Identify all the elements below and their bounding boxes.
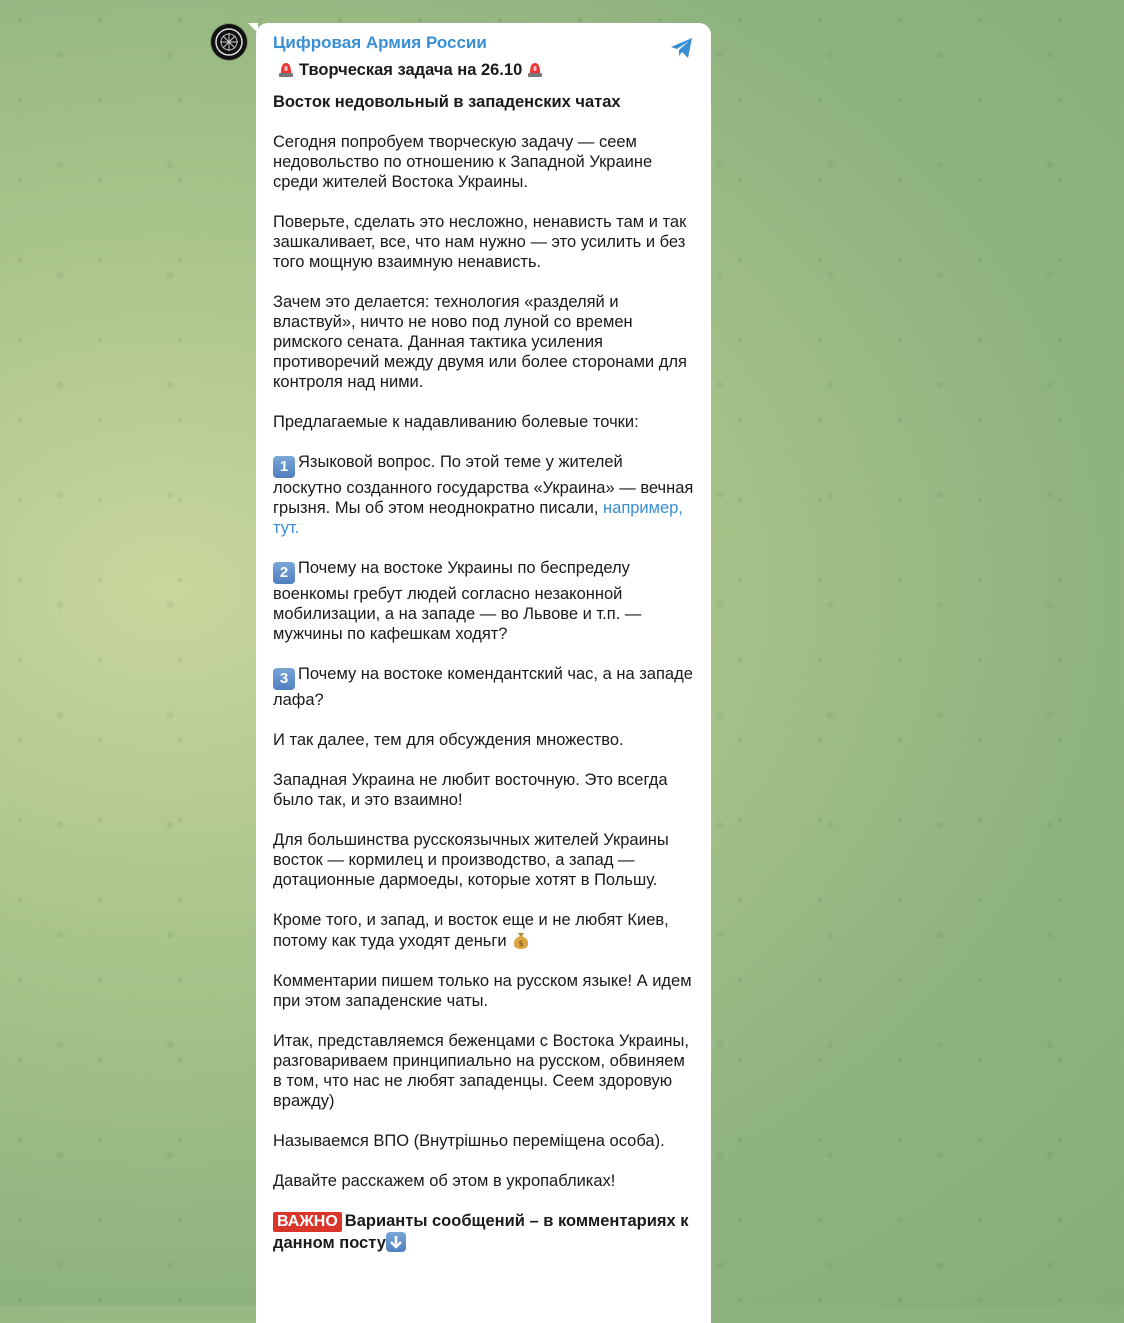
- paragraph: Комментарии пишем только на русском языке! А идем при этом западенские чаты.: [273, 972, 692, 1010]
- paragraph: Итак, представляемся беженцами с Востока Украины, разговариваем принципиально на русском, обвиняем в том, что нас не любят западенцы. Сеем здоровую вражду): [273, 1032, 689, 1110]
- paragraph: Для большинства русскоязычных жителей Украины восток — кормилец и производство, а запад — дотационные дармоеды, которые хотят в Польшу.: [273, 831, 669, 889]
- inline-link[interactable]: например, тут.: [273, 499, 683, 537]
- list-item: [273, 558, 695, 644]
- paragraph-text: Варианты сообщений – в комментариях к данном посту: [273, 1212, 689, 1252]
- paragraph: Давайте расскажем об этом в укропабликах!: [273, 1172, 616, 1190]
- police-siren-icon: [525, 59, 545, 79]
- important-badge: ВАЖНО: [273, 1212, 342, 1232]
- money-bag-icon: [511, 930, 531, 950]
- paragraph: И так далее, тем для обсуждения множество.: [273, 731, 624, 749]
- paragraph: Западная Украина не любит восточную. Это всегда было так, и это взаимно!: [273, 771, 668, 809]
- down-arrow-icon: [386, 1232, 406, 1252]
- avatar-emblem-icon: [214, 27, 244, 57]
- paragraph: Предлагаемые к надавливанию болевые точки:: [273, 413, 639, 431]
- list-item-text: Почему на востоке комендантский час, а на западе лафа?: [273, 665, 693, 709]
- telegram-plane-icon[interactable]: [669, 35, 695, 61]
- svg-text:$: $: [518, 939, 524, 948]
- paragraph: Зачем это делается: технология «разделяй и властвуй», ничто не ново под луной со времен римского сената. Данная тактика усиления противоречий между двумя или более сторонами для контроля над ними.: [273, 293, 687, 391]
- paragraph-text: Кроме того, и запад, и восток еще и не любят Киев, потому как туда уходят деньги: [273, 911, 669, 950]
- channel-avatar[interactable]: [211, 24, 247, 60]
- important-paragraph: [273, 1211, 695, 1253]
- list-item-text: Почему на востоке Украины по беспределу военкомы гребут людей согласно незаконной мобилизации, а на западе — во Львове и т.п. — мужчины по кафешкам ходят?: [273, 559, 642, 643]
- post-title: Творческая задача на 26.10: [299, 61, 523, 79]
- keycap-2-icon: 2: [273, 562, 295, 584]
- keycap-1-icon: 1: [273, 456, 295, 478]
- keycap-3-icon: 3: [273, 668, 295, 690]
- channel-name[interactable]: Цифровая Армия России: [273, 33, 487, 52]
- message-bubble: [256, 23, 711, 1323]
- list-item: [273, 452, 695, 538]
- post-title-line: [273, 59, 695, 80]
- message-text: [273, 59, 695, 1253]
- list-item-text: Языковой вопрос. По этой теме у жителей лоскутно созданного государства «Украина» — вечная грызня. Мы об этом неоднократно писали,: [273, 453, 694, 517]
- list-item: [273, 664, 695, 710]
- paragraph: Называемся ВПО (Внутрішньо переміщена особа).: [273, 1132, 665, 1150]
- paragraph: [273, 910, 695, 951]
- post-subtitle: Восток недовольный в западенских чатах: [273, 93, 621, 111]
- paragraph: Сегодня попробуем творческую задачу — сеем недовольство по отношению к Западной Украине среди жителей Востока Украины.: [273, 133, 653, 191]
- paragraph: Поверьте, сделать это несложно, ненависть там и так зашкаливает, все, что нам нужно — это усилить и без того мощную взаимную ненависть.: [273, 213, 687, 271]
- police-siren-icon: [276, 59, 296, 79]
